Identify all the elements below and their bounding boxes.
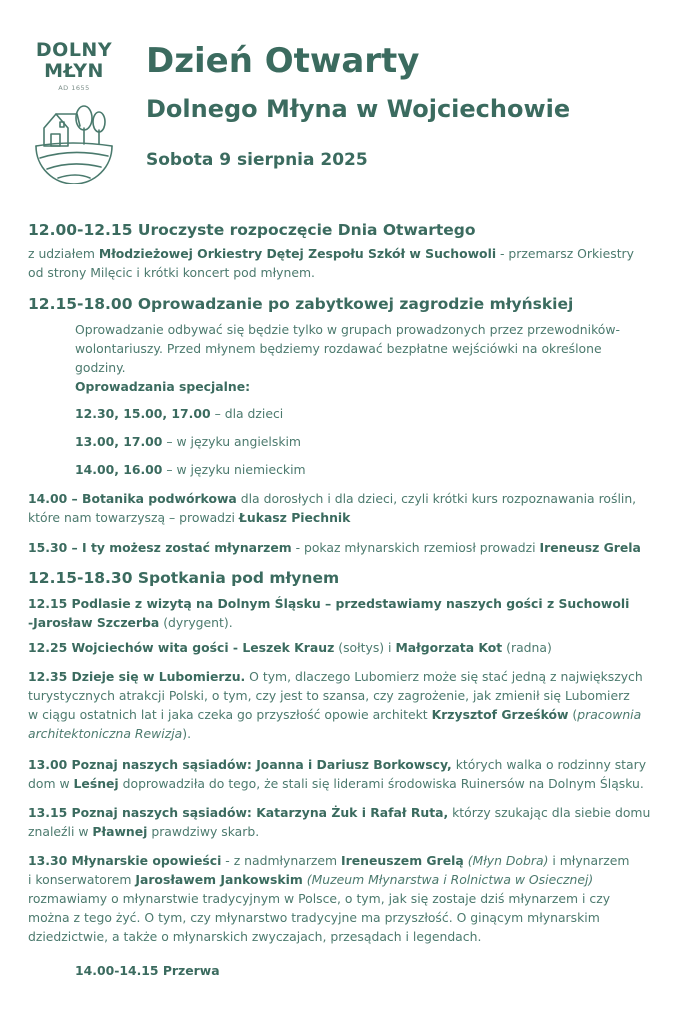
break-item [75,961,660,980]
text: które nam towarzyszą – prowadzi [28,510,239,525]
neighbours-title: 13.15 Poznaj naszych sąsiadów: Katarzyna Żuk i Rafał Ruta, [28,805,449,820]
text: - z nadmłynarzem [221,853,342,868]
host-name: Ireneusz Grela [539,540,641,555]
text: ( [568,707,578,722]
text: - przemarsz Orkiestry [496,246,634,261]
botany-item [28,489,656,527]
mill-house-icon [32,98,116,184]
section-heading-meetings: 12.15-18.30 Spotkania pod młynem [28,569,340,587]
stories-title: 13.30 Młynarskie opowieści [28,853,222,868]
text: Oprowadzanie odbywać się będzie tylko w grupach prowadzonych przez przewodników- [75,322,620,337]
text: turystycznych atrakcji Polski, o tym, czy jest to szansa, czy zagrożenie, jak zmienił się Lubomierz [28,688,630,703]
host-name: Łukasz Piechnik [238,510,351,525]
affiliation: (Młyn Dobra) [467,853,549,868]
place-name: Leśnej [73,776,119,791]
logo-line-1: DOLNY [35,39,113,61]
tour-desc: – w języku angielskim [162,434,302,449]
borkowscy-item [28,755,656,793]
text: (sołtys) i [334,640,396,655]
guest-name: -Jarosław Szczerba [28,615,160,630]
tour-times: 14.00, 16.00 [75,462,163,477]
affiliation: pracownia [577,707,642,722]
lubomierz-item [28,667,656,743]
text: - pokaz młynarskich rzemiosł prowadzi [291,540,540,555]
section-heading-tours: 12.15-18.00 Oprowadzanie po zabytkowej zagrodzie młyńskiej [28,295,574,313]
orchestra-name: Młodzieżowej Orkiestry Dętej Zespołu Szkół w Suchowoli [98,246,497,261]
place-name: Pławnej [92,824,148,839]
tour-times: 12.30, 15.00, 17.00 [75,406,211,421]
speaker-name: Ireneuszem Grelą [341,853,464,868]
text: którzy szukając dla siebie domu [448,805,651,820]
text: wolontariuszy. Przed młynem będziemy rozdawać bezpłatne wejściówki na określone [75,341,602,356]
tour-desc: – dla dzieci [210,406,284,421]
text: dla dorosłych i dla dzieci, czyli krótki kurs rozpoznawania roślin, [236,491,637,506]
speaker-name: Jarosławem Jankowskim [135,872,303,887]
text: z udziałem [28,246,99,261]
text: i konserwatorem [28,872,136,887]
page-subtitle: Dolnego Młyna w Wojciechowie [146,95,571,123]
miller-stories-item [28,851,656,946]
break-label: 14.00-14.15 Przerwa [75,963,220,978]
logo-line-2: MŁYN [44,60,104,82]
guest-name: Małgorzata Kot [395,640,503,655]
section-heading-opening: 12.00-12.15 Uroczyste rozpoczęcie Dnia Otwartego [28,221,476,239]
text: prawdziwy skarb. [147,824,260,839]
welcome-title: 12.25 Wojciechów wita gości - Leszek Krauz [28,640,335,655]
text: dziedzictwie, a także o młynarskich zwyczajach, przesądach i legendach. [28,929,482,944]
logo-since: AD 1655 [58,84,90,92]
neighbours-title: 13.00 Poznaj naszych sąsiadów: Joanna i Dariusz Borkowscy, [28,757,452,772]
affiliation: architektoniczna Rewizja [28,726,183,741]
miller-show-title: 15.30 – I ty możesz zostać młynarzem [28,540,292,555]
page-title: Dzień Otwarty [146,41,420,81]
text: można z tego żyć. O tym, czy młynarstwo tradycyjne ma przyszłość. O ginącym młynarskim [28,910,600,925]
speaker-name: Krzysztof Grześków [431,707,569,722]
botany-title: 14.00 – Botanika podwórkowa [28,491,237,506]
text: ). [182,726,192,741]
podlasie-title: 12.15 Podlasie z wizytą na Dolnym Śląsku – przedstawiamy naszych gości z Suchowoli [28,596,630,611]
miller-show-item [28,538,656,557]
lubomierz-title: 12.35 Dzieje się w Lubomierzu. [28,669,246,684]
text: godziny. [75,360,126,375]
event-date: Sobota 9 sierpnia 2025 [146,150,368,170]
text: i młynarzem [548,853,630,868]
podlasie-item [28,594,656,632]
tours-description [75,320,660,396]
affiliation: (Muzeum Młynarstwa i Rolnictwa w Osiecznej) [306,872,594,887]
text: (radna) [502,640,552,655]
special-tour-item [75,432,660,451]
tour-desc: – w języku niemieckim [162,462,306,477]
text: w ciągu ostatnich lat i jaka czeka go przyszłość opowie architekt [28,707,432,722]
opening-description [28,244,656,282]
text: których walka o rodzinny stary [451,757,647,772]
special-tours-label: Oprowadzania specjalne: [75,379,251,394]
text: znaleźli w [28,824,93,839]
ruta-item [28,803,656,841]
dolny-mlyn-logo [24,40,124,184]
text: doprowadziła do tego, że stali się liderami środowiska Ruinersów na Dolnym Śląsku. [118,776,644,791]
text: (dyrygent). [159,615,233,630]
text: rozmawiamy o młynarstwie tradycyjnym w Polsce, o tym, jak się zostaje dziś młynarzem i czy [28,891,611,906]
welcome-item [28,638,656,657]
special-tour-item [75,460,660,479]
tour-times: 13.00, 17.00 [75,434,163,449]
text: dom w [28,776,74,791]
text: od strony Milęcic i krótki koncert pod młynem. [28,265,315,280]
text: O tym, dlaczego Lubomierz może się stać jedną z największych [245,669,643,684]
special-tour-item [75,404,660,423]
